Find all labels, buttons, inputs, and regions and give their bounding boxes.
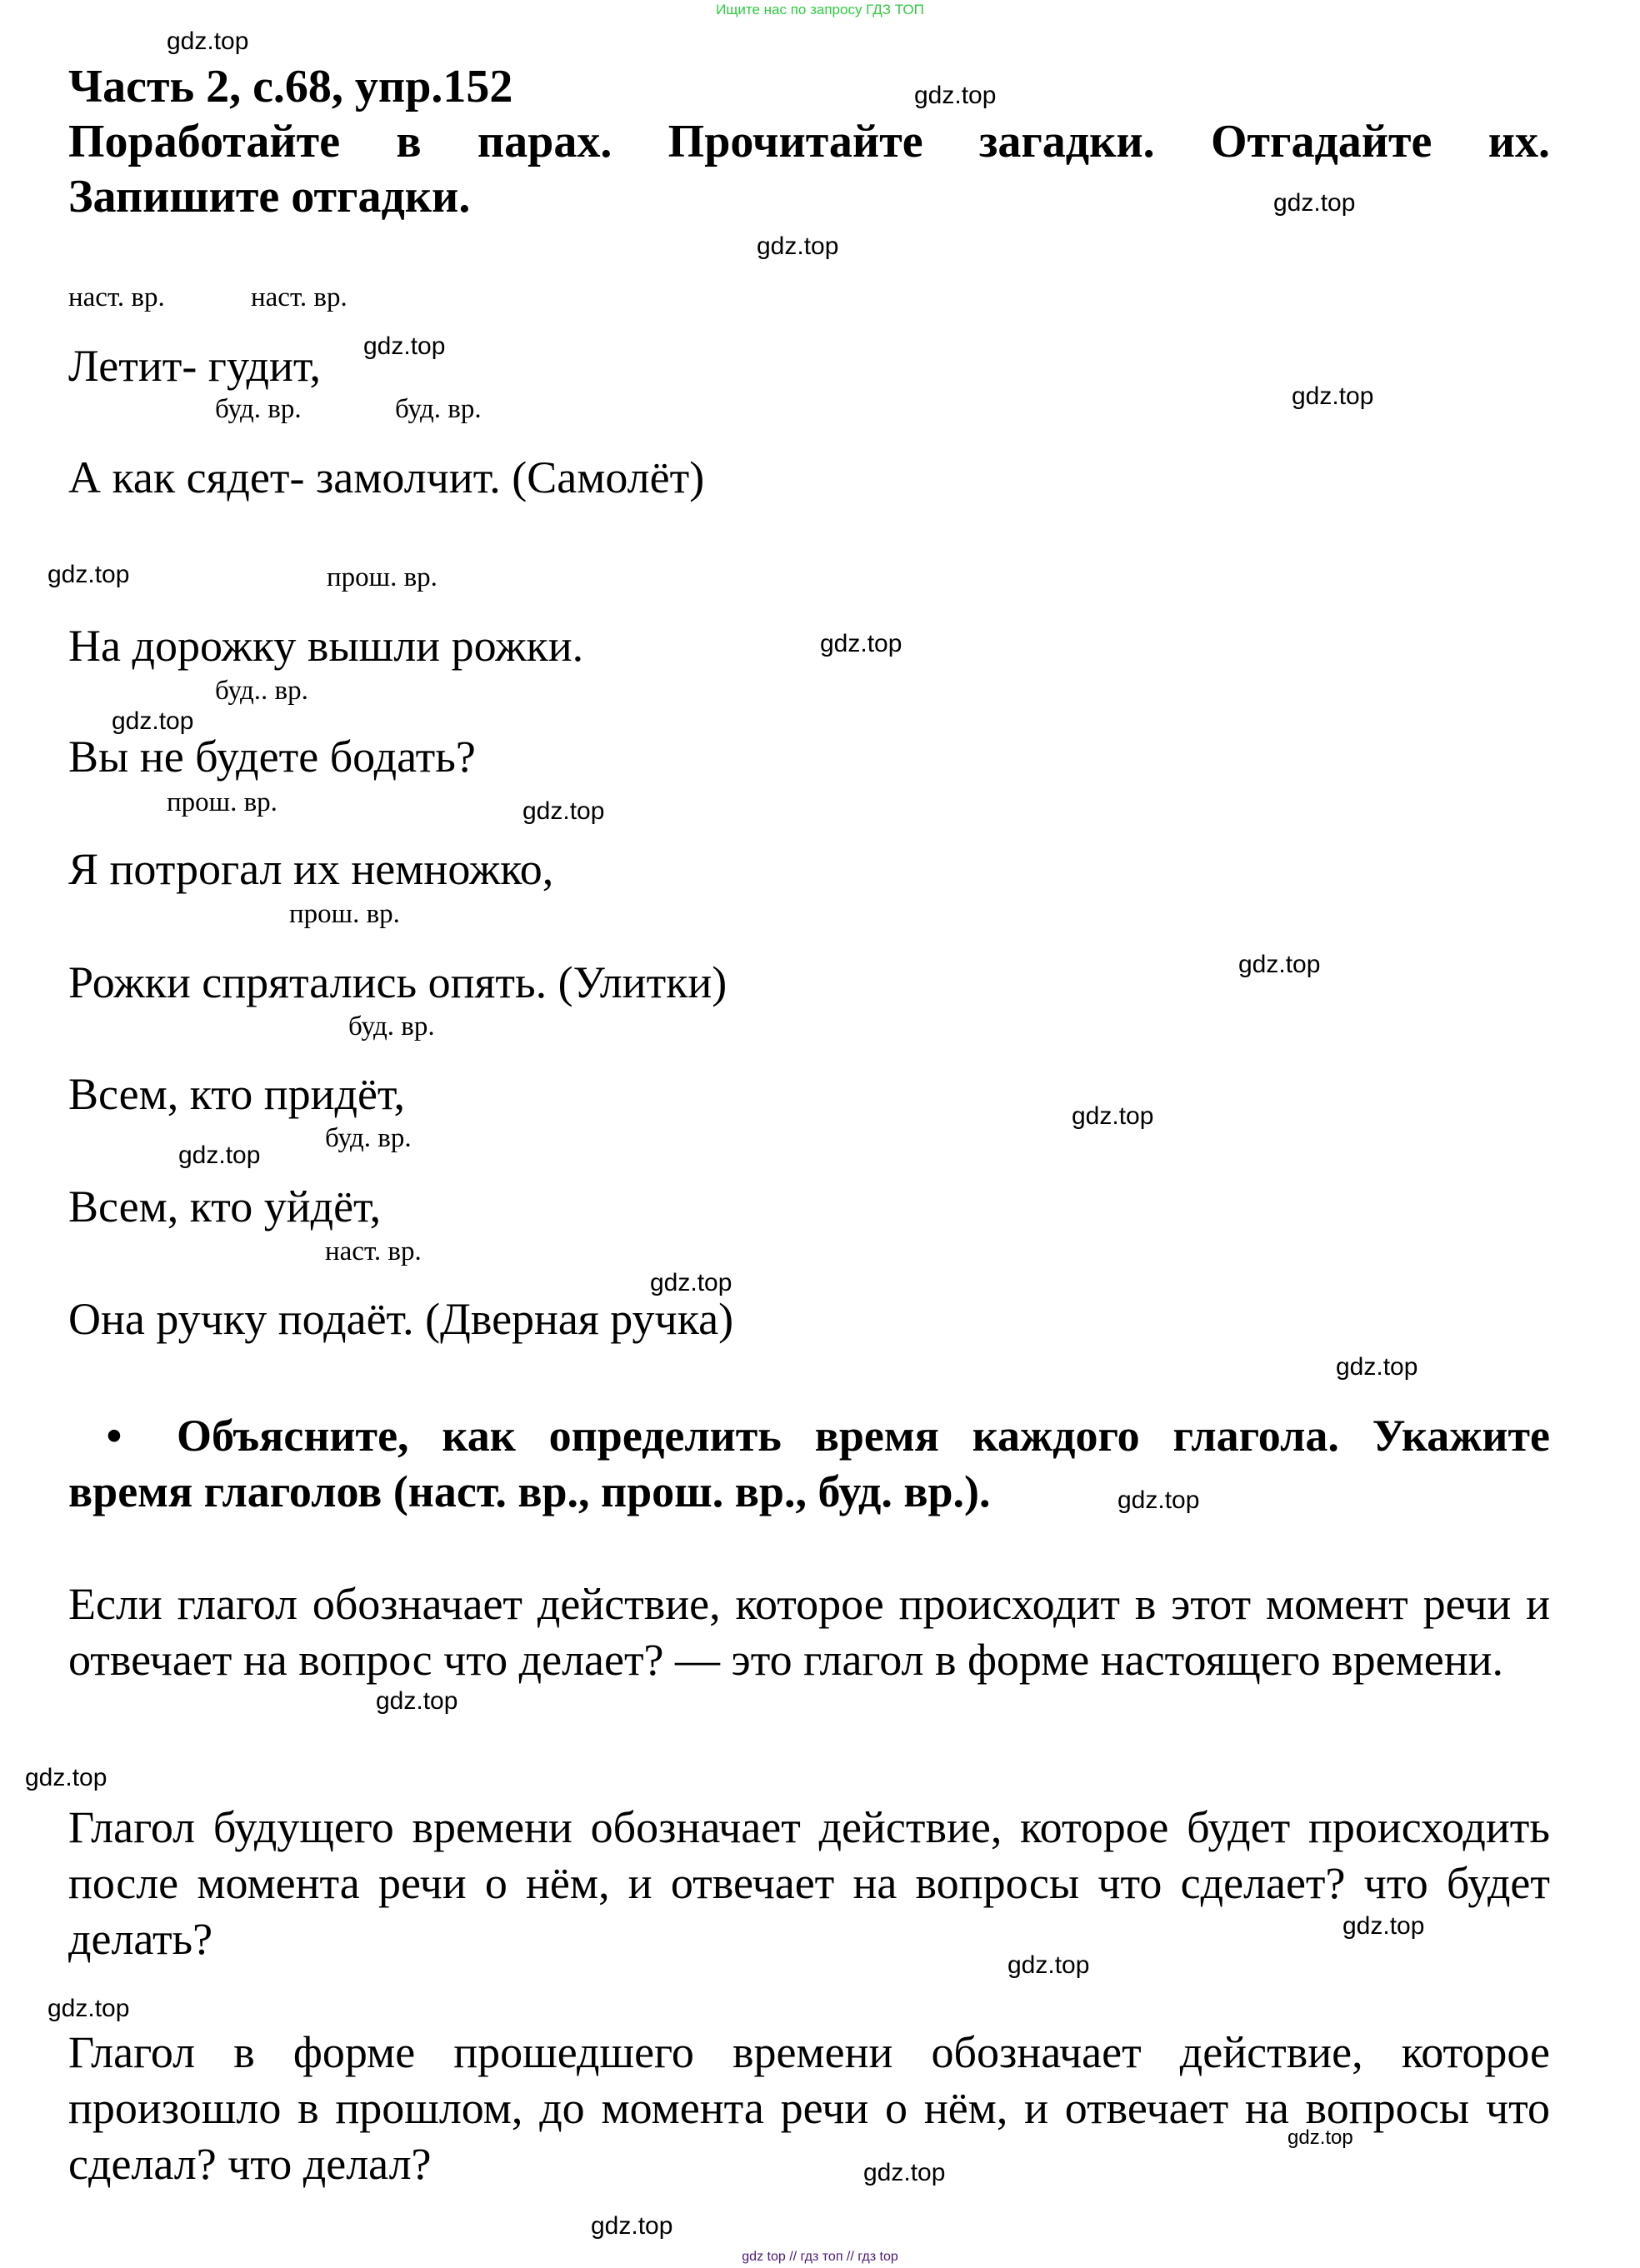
riddle-line: На дорожку вышли рожки. <box>68 621 584 671</box>
watermark: gdz.top <box>1336 1353 1418 1381</box>
tense-label: прош. вр. <box>167 787 278 817</box>
task2-paragraph <box>68 1408 1550 1520</box>
watermark: gdz.top <box>1238 951 1321 978</box>
tense-label: прош. вр. <box>327 562 438 592</box>
watermark: gdz.top <box>1008 1951 1090 1979</box>
riddle-line: Всем, кто придёт, <box>68 1069 405 1119</box>
tense-label: прош. вр. <box>289 899 400 929</box>
search-banner[interactable]: Ищите нас по запросу ГДЗ ТОП <box>716 2 924 17</box>
watermark: gdz.top <box>1273 189 1356 217</box>
task-line-2: Запишите отгадки. <box>68 171 471 222</box>
page-title: Часть 2, с.68, упр.152 <box>68 61 513 112</box>
watermark: gdz.top <box>112 707 194 735</box>
watermark: gdz.top <box>863 2159 946 2186</box>
tense-label: буд. вр. <box>348 1012 435 1042</box>
watermark: gdz.top <box>25 1764 108 1791</box>
riddle-line: Летит- гудит, <box>68 341 321 391</box>
task-line-1: Поработайте в парах. Прочитайте загадки. Отгадайте их. <box>68 116 1550 167</box>
tense-label: буд. вр. <box>215 394 302 424</box>
watermark: gdz.top <box>1292 382 1374 410</box>
watermark: gdz.top <box>363 332 446 360</box>
watermark: gdz.top <box>757 232 839 260</box>
watermark: gdz.top <box>167 27 249 55</box>
watermark: gdz.top <box>591 2212 673 2240</box>
tense-label: наст. вр. <box>68 282 165 312</box>
answer-present: Если глагол обозначает действие, которое происходит в этот момент речи и отвечает на вопрос что делает? — это глагол в форме настоящего времени. <box>68 1579 1550 1685</box>
tense-label: буд. вр. <box>395 394 482 424</box>
watermark: gdz.top <box>914 82 997 109</box>
watermark: gdz.top <box>178 1141 261 1169</box>
riddle-line: Вы не будете бодать? <box>68 732 476 782</box>
riddle-line: Рожки спрятались опять. (Улитки) <box>68 957 728 1007</box>
answer-future: Глагол будущего времени обозначает действие, которое будет происходить после момента речи о нём, и отвечает на вопросы что сделает? что будет делать? <box>68 1802 1550 1964</box>
watermark: gdz.top <box>820 630 902 657</box>
riddle-line: А как сядет- замолчит. (Самолёт) <box>68 452 705 502</box>
watermark: gdz.top <box>48 1995 130 2022</box>
answer-past: Глагол в форме прошедшего времени обозначает действие, которое произошло в прошлом, до момента речи о нём, и отвечает на вопросы что сделал? что делал? <box>68 2027 1550 2189</box>
watermark: gdz.top <box>522 797 605 825</box>
tense-label: наст. вр. <box>325 1236 422 1266</box>
watermark: gdz.top <box>1342 1912 1425 1940</box>
riddle-line: Я потрогал их немножко, <box>68 844 554 894</box>
watermark: gdz.top <box>1118 1486 1200 1514</box>
riddle-line: Она ручку подаёт. (Дверная ручка) <box>68 1294 734 1344</box>
watermark: gdz.top <box>48 561 130 588</box>
tense-label: буд. вр. <box>325 1123 412 1153</box>
task2-text: Объясните, как определить время каждого глагола. Укажите время глаголов (наст. вр., прош. вр., буд. вр.). <box>68 1411 1550 1516</box>
watermark: gdz.top <box>376 1687 458 1715</box>
tense-label: наст. вр. <box>251 282 348 312</box>
watermark: gdz.top <box>650 1269 732 1296</box>
bullet-icon: • <box>106 1411 122 1461</box>
tense-label: буд.. вр. <box>215 676 308 706</box>
watermark: gdz.top <box>1072 1102 1154 1130</box>
watermark: gdz.top <box>1288 2126 1353 2149</box>
riddle-line: Всем, кто уйдёт, <box>68 1181 382 1231</box>
footer-links[interactable]: gdz top // гдз топ // гдз top <box>742 2250 898 2264</box>
